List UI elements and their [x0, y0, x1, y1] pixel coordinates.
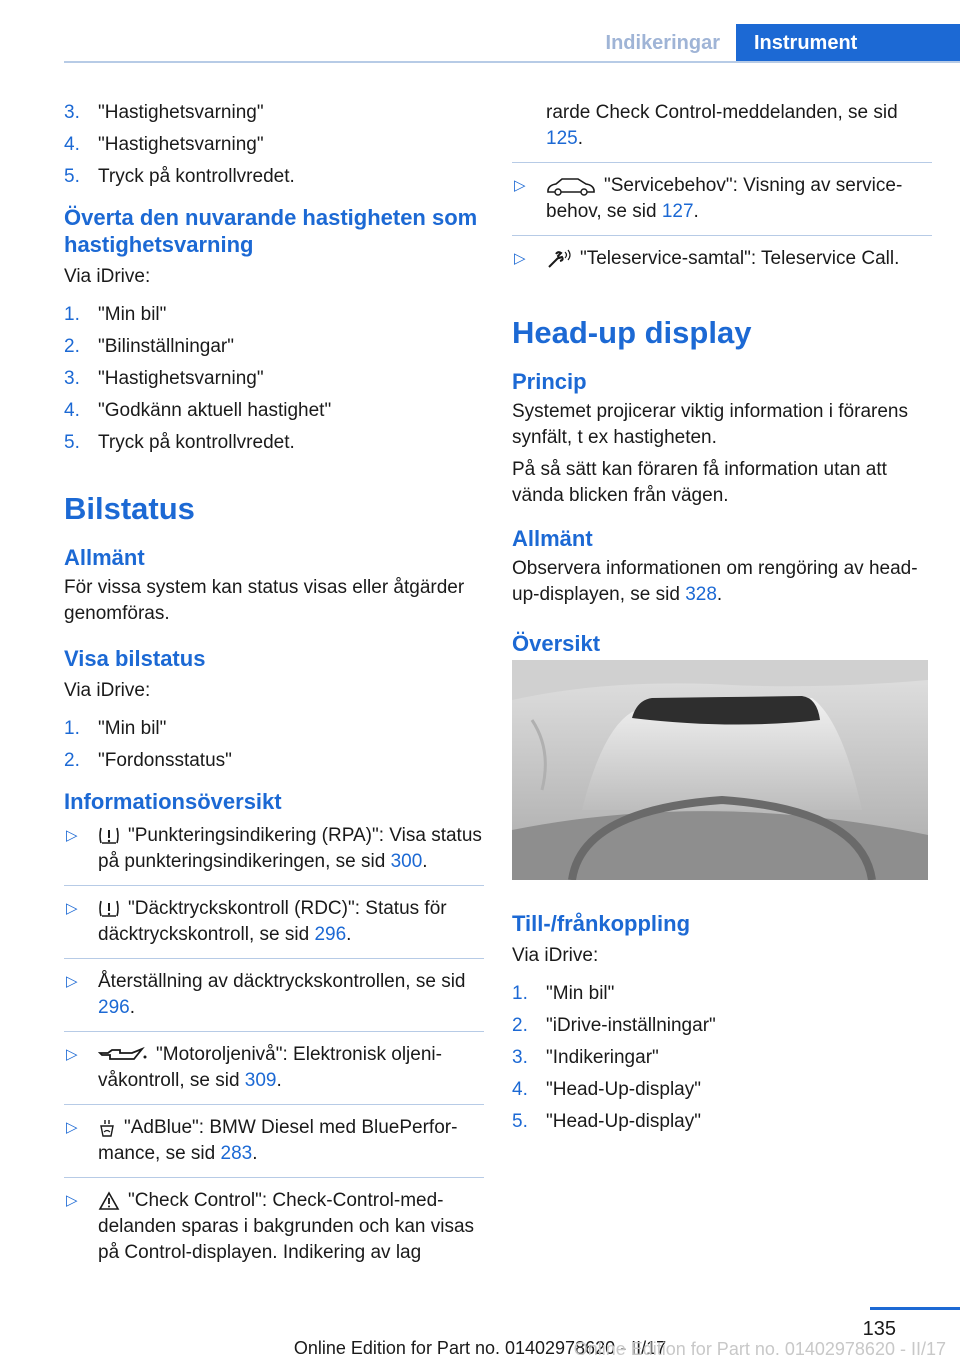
bullet-icon: ▷	[514, 177, 526, 194]
heading-informationsoversikt: Informationsöversikt	[64, 789, 282, 814]
list-item: ▷ "Punkteringsindikering (RPA)": Visa status på punkteringsindikeringen, se sid 300.	[66, 825, 482, 872]
page-link[interactable]: 296	[98, 997, 130, 1018]
page-header	[64, 0, 960, 62]
oil-can-icon	[98, 1045, 148, 1065]
page-link[interactable]: 328	[685, 584, 717, 605]
page-number: 135	[862, 1318, 896, 1340]
list-item: 4. "Godkänn aktuell hastighet"	[64, 400, 332, 421]
bullet-icon: ▷	[66, 827, 78, 844]
bullet-icon: ▷	[66, 1046, 78, 1063]
page-link[interactable]: 300	[390, 851, 423, 872]
via-idrive-label: Via iDrive:	[64, 266, 151, 287]
list-item: 1. "Min bil"	[64, 304, 167, 325]
paragraph-allmant-hud: Observera informationen om rengöring av head-up-displayen, se sid 328.	[512, 558, 918, 605]
heading-oversikt: Översikt	[512, 631, 601, 656]
continued-text: rarde Check Control-meddelanden, se sid 125.	[546, 102, 898, 149]
steps-list-overta	[64, 302, 484, 456]
right-column	[512, 100, 932, 657]
steps-list-till	[512, 981, 932, 1135]
tyre-pressure-icon	[98, 899, 120, 919]
page-link[interactable]: 296	[314, 924, 347, 945]
bullet-icon: ▷	[66, 1119, 78, 1136]
list-item: 2. "iDrive-inställningar"	[512, 1015, 716, 1036]
page-link[interactable]: 127	[661, 201, 694, 222]
paragraph-princip-1: Systemet projicerar viktig information i förarens synfält, t ex hastigheten.	[512, 401, 908, 448]
heading-till-frankoppling: Till-/frånkoppling	[512, 911, 691, 936]
tab-instrument[interactable]: Instrument	[736, 24, 960, 62]
watermark: Online Edition for Part no. 01402978620 - II/17	[573, 1339, 946, 1359]
heading-princip: Princip	[512, 369, 587, 394]
list-item: ▷ "Teleservice-samtal": Teleservice Call.	[512, 246, 932, 272]
header-divider	[64, 61, 960, 63]
heading-allmant-hud: Allmänt	[512, 526, 593, 551]
tyre-warning-icon	[98, 826, 120, 846]
paragraph-allmant: För vissa system kan status visas eller åtgärder genomföras.	[64, 577, 465, 624]
footer-accent-line	[870, 1307, 960, 1310]
info-list	[64, 823, 484, 1266]
via-idrive-label: Via iDrive:	[64, 680, 151, 701]
list-item: ▷ "Motoroljenivå": Elektronisk oljenivåkontroll, se sid 309.	[66, 1044, 442, 1091]
steps-list-top	[64, 100, 484, 190]
list-item: 2. "Fordonsstatus"	[64, 750, 232, 771]
list-item: 3. "Indikeringar"	[512, 1047, 659, 1068]
head-up-display-photo	[512, 660, 928, 880]
list-item: 1. "Min bil"	[512, 983, 615, 1004]
divider	[64, 1031, 484, 1032]
list-item: ▷ "Servicebehov": Visning av servicebehov, se sid 127.	[514, 175, 903, 222]
page-link[interactable]: 125	[546, 128, 578, 149]
steps-list-visa	[64, 716, 484, 774]
right-column-lower	[512, 910, 932, 1141]
divider	[512, 235, 932, 236]
heading-allmant: Allmänt	[64, 545, 145, 570]
list-item: 4. "Head-Up-display"	[512, 1079, 701, 1100]
list-item: 2. "Bilinställningar"	[64, 336, 234, 357]
adblue-icon	[98, 1118, 116, 1138]
tab-indikeringar[interactable]: Indikeringar	[605, 32, 720, 54]
divider	[64, 885, 484, 886]
hud-illustration	[512, 660, 928, 880]
list-item: 5. "Head-Up-display"	[512, 1111, 701, 1132]
list-item: 3. "Hastighetsvarning"	[64, 368, 264, 389]
heading-overta: Överta den nuvarande hastigheten som hastighetsvarning	[64, 205, 478, 257]
heading-visa-bilstatus: Visa bilstatus	[64, 646, 206, 671]
via-idrive-label: Via iDrive:	[512, 945, 599, 966]
heading-head-up-display: Head-up display	[512, 315, 752, 350]
bullet-icon: ▷	[66, 973, 78, 990]
bullet-icon: ▷	[66, 1192, 78, 1209]
list-item: 5. Tryck på kontrollvredet.	[64, 166, 295, 187]
list-item: ▷ "Däcktryckskontroll (RDC)": Status för däcktryckskontroll, se sid 296.	[66, 898, 447, 945]
list-item: 4. "Hastighetsvarning"	[64, 134, 264, 155]
teleservice-wrench-icon	[546, 249, 572, 269]
list-item: 3. "Hastighetsvarning"	[64, 102, 264, 123]
bullet-icon: ▷	[514, 250, 526, 267]
heading-bilstatus: Bilstatus	[64, 491, 195, 526]
warning-triangle-icon	[98, 1191, 120, 1211]
car-service-icon	[546, 176, 596, 196]
info-list-continued	[512, 173, 932, 272]
divider	[64, 1177, 484, 1178]
list-item: ▷ "AdBlue": BMW Diesel med BluePerformance, se sid 283.	[66, 1117, 458, 1164]
bullet-icon: ▷	[66, 900, 78, 917]
list-item: 1. "Min bil"	[64, 718, 167, 739]
divider	[64, 1104, 484, 1105]
divider	[512, 162, 932, 163]
page-link[interactable]: 283	[220, 1143, 253, 1164]
list-item: ▷ Återställning av däcktryckskontrollen, se sid 296.	[66, 971, 466, 1018]
paragraph-princip-2: På så sätt kan föraren få information utan att vända blicken från vägen.	[512, 459, 887, 506]
list-item: 5. Tryck på kontrollvredet.	[64, 432, 295, 453]
divider	[64, 958, 484, 959]
page-link[interactable]: 309	[244, 1070, 277, 1091]
left-column	[64, 100, 484, 1266]
list-item: ▷ "Check Control": Check-Control-meddelanden sparas i bakgrunden och kan visas på Control-displayen. Indikering av lag	[66, 1190, 475, 1263]
footer-edition: Online Edition for Part no. 01402978620 - II/17	[293, 1338, 667, 1358]
